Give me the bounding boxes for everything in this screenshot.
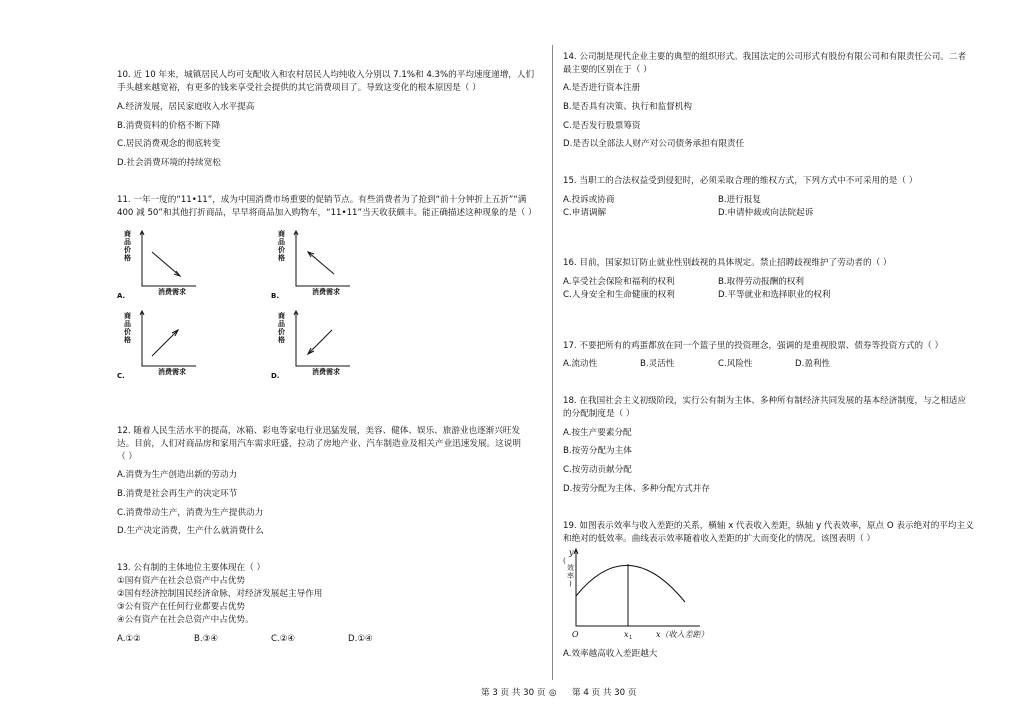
question-14-stem: 14. 公司制是现代企业主要的典型的组织形式。我国法定的公司形式有股份有限公司和有限责任公司。二者 xyxy=(563,52,967,62)
graph-xlabel: 消费需求 xyxy=(312,288,340,296)
svg-text:格: 格 xyxy=(124,254,131,262)
svg-text:率: 率 xyxy=(567,572,574,580)
option-b: B.按劳分配为主体 xyxy=(563,446,632,456)
question-10-stem: 手头越来越宽裕，有更多的钱来享受社会提供的其它消费项目了。导致这变化的根本原因是（ ） xyxy=(117,83,481,93)
statement-item: ①国有资产在社会总资产中占优势 xyxy=(117,576,246,586)
svg-text:价: 价 xyxy=(124,328,131,336)
question-18-stem: 的分配制度是（ ） xyxy=(563,409,635,419)
graph-x1-sub: 1 xyxy=(629,635,633,641)
statement-item: ④公有资产在社会总资产中占优势。 xyxy=(117,615,254,625)
graph-a xyxy=(110,228,220,303)
question-11-stem: 400 减 50”和其他打折商品，早早将商品加入购物车，“11•11”当天收获颇丰。能正确描述这种现象的是（ ） xyxy=(117,208,537,218)
svg-text:品: 品 xyxy=(124,320,131,328)
option-c: C.按劳动贡献分配 xyxy=(563,465,632,475)
graph-x1: x xyxy=(624,630,629,639)
option-b: B.是否具有决策、执行和监督机构 xyxy=(563,102,692,112)
question-13-stem: 13. 公有制的主体地位主要体现在（ ） xyxy=(117,563,266,573)
svg-text:品: 品 xyxy=(278,320,285,328)
option-d: D.①④ xyxy=(348,634,373,644)
efficiency-income-graph xyxy=(560,546,710,642)
option-a: A.经济发展，居民家庭收入水平提高 xyxy=(117,102,255,112)
option-a: A.效率越高收入差距越大 xyxy=(563,649,658,659)
graph-y-symbol: y xyxy=(569,548,574,557)
svg-text:效: 效 xyxy=(567,564,574,572)
option-a: A.享受社会保险和福利的权利 xyxy=(563,277,675,287)
option-d: D.按劳分配为主体、多种分配方式并存 xyxy=(563,484,710,494)
option-b: B.③④ xyxy=(194,634,219,644)
graph-d xyxy=(264,308,374,383)
option-b: B.取得劳动报酬的权利 xyxy=(718,277,804,287)
option-d: D.盈利性 xyxy=(795,359,831,369)
graph-letter: A. xyxy=(117,292,126,300)
option-a: A.①② xyxy=(117,634,141,644)
svg-text:商: 商 xyxy=(278,230,285,238)
option-d: D.平等就业和选择职业的权利 xyxy=(718,290,831,300)
question-19-stem: 19. 如图表示效率与收入差距的关系，横轴 x 代表收入差距，纵轴 y 代表效率，原点 O 表示绝对的平均主义 xyxy=(563,521,974,531)
option-b: B.消费资料的价格不断下降 xyxy=(117,121,221,131)
svg-text:商: 商 xyxy=(124,230,131,238)
svg-text:价: 价 xyxy=(278,246,285,254)
graph-letter: B. xyxy=(271,292,279,300)
option-b: B.消费是社会再生产的决定环节 xyxy=(117,489,238,499)
option-c: C.居民消费观念的彻底转变 xyxy=(117,139,221,149)
statement-item: ③公有资产在任何行业都要占优势 xyxy=(117,602,246,612)
graph-b xyxy=(264,228,374,303)
question-15-stem: 15. 当职工的合法权益受到侵犯时，必须采取合理的维权方式，下列方式中不可采用的是（ ） xyxy=(563,176,918,186)
graph-letter: C. xyxy=(117,372,125,380)
svg-text:格: 格 xyxy=(278,336,285,344)
option-d: D.生产决定消费，生产什么就消费什么 xyxy=(117,526,264,536)
option-d: D.社会消费环境的持续宽松 xyxy=(117,158,221,168)
option-c: C.是否发行股票筹资 xyxy=(563,121,641,131)
graph-xlabel: 消费需求 xyxy=(158,288,186,296)
footer-page-left: 第 3 页 共 30 页 xyxy=(481,688,546,698)
option-a: A.投诉或协商 xyxy=(563,195,615,205)
option-a: A.流动性 xyxy=(563,359,598,369)
svg-text:价: 价 xyxy=(278,328,285,336)
question-12-stem: 达。目前，人们对商品房和家用汽车需求旺盛，拉动了房地产业、汽车制造业及相关产业迅速发展。这说明 xyxy=(117,439,521,449)
question-12-stem: （ ） xyxy=(117,452,137,462)
question-19-stem: 和绝对的低效率。曲线表示效率随着收入差距的扩大而变化的情况。该图表明（ ） xyxy=(563,534,876,544)
graph-letter: D. xyxy=(271,372,280,380)
svg-text:格: 格 xyxy=(278,254,285,262)
graph-paren: ( xyxy=(563,557,566,565)
question-17-stem: 17. 不要把所有的鸡蛋都放在同一个篮子里的投资理念，强调的是重视股票、债券等投资方式的（ ） xyxy=(563,341,944,351)
svg-text:商: 商 xyxy=(278,312,285,320)
option-b: B.进行报复 xyxy=(718,195,762,205)
option-d: D.是否以全部法人财产对公司债务承担有限责任 xyxy=(563,139,745,149)
option-c: C.消费带动生产，消费为生产提供动力 xyxy=(117,508,264,518)
option-a: A.按生产要素分配 xyxy=(563,428,632,438)
footer-page-right: 第 4 页 共 30 页 xyxy=(572,688,637,698)
footer-center-mark: ◎ xyxy=(549,688,557,698)
statement-item: ②国有经济控制国民经济命脉，对经济发展起主导作用 xyxy=(117,589,323,599)
option-c: C.人身安全和生命健康的权利 xyxy=(563,290,675,300)
question-11-stem: 11. 一年一度的“11•11”，成为中国消费市场重要的促销节点。有些消费者为了抢到“前十分钟折上五折”“满 xyxy=(117,195,527,205)
svg-text:商: 商 xyxy=(124,312,131,320)
svg-text:品: 品 xyxy=(124,238,131,246)
option-c: C.②④ xyxy=(271,634,296,644)
graph-xlabel: x（收入差距） xyxy=(656,630,709,639)
column-divider xyxy=(552,45,553,680)
option-c: C.风险性 xyxy=(718,359,753,369)
graph-xlabel: 消费需求 xyxy=(312,368,340,376)
graph-origin: O xyxy=(572,630,579,639)
graph-xlabel: 消费需求 xyxy=(158,368,186,376)
option-c: C.申请调解 xyxy=(563,208,607,218)
graph-c xyxy=(110,308,220,383)
svg-text:格: 格 xyxy=(124,336,131,344)
svg-text:价: 价 xyxy=(124,246,131,254)
question-18-stem: 18. 在我国社会主义初级阶段，实行公有制为主体、多种所有制经济共同发展的基本经济制度，与之相适应 xyxy=(563,396,967,406)
question-12-stem: 12. 随着人民生活水平的提高，冰箱、彩电等家电行业迅猛发展，美容、健体、娱乐、旅游业也逐渐兴旺发 xyxy=(117,426,521,436)
svg-text:品: 品 xyxy=(278,238,285,246)
svg-text:): ) xyxy=(569,580,572,588)
question-14-stem: 最主要的区别在于（ ） xyxy=(563,65,652,75)
option-b: B.灵活性 xyxy=(640,359,675,369)
option-a: A.消费为生产创造出新的劳动力 xyxy=(117,470,238,480)
option-d: D.申请仲裁或向法院起诉 xyxy=(718,208,814,218)
question-10-stem: 10. 近 10 年来，城镇居民人均可支配收入和农村居民人均纯收入分别以 7.1%和 4.3%的平均速度递增，人们 xyxy=(117,70,535,80)
question-16-stem: 16. 目前，国家拟订防止就业性别歧视的具体规定。禁止招聘歧视维护了劳动者的（ ） xyxy=(563,258,892,268)
option-a: A.是否进行资本注册 xyxy=(563,83,641,93)
